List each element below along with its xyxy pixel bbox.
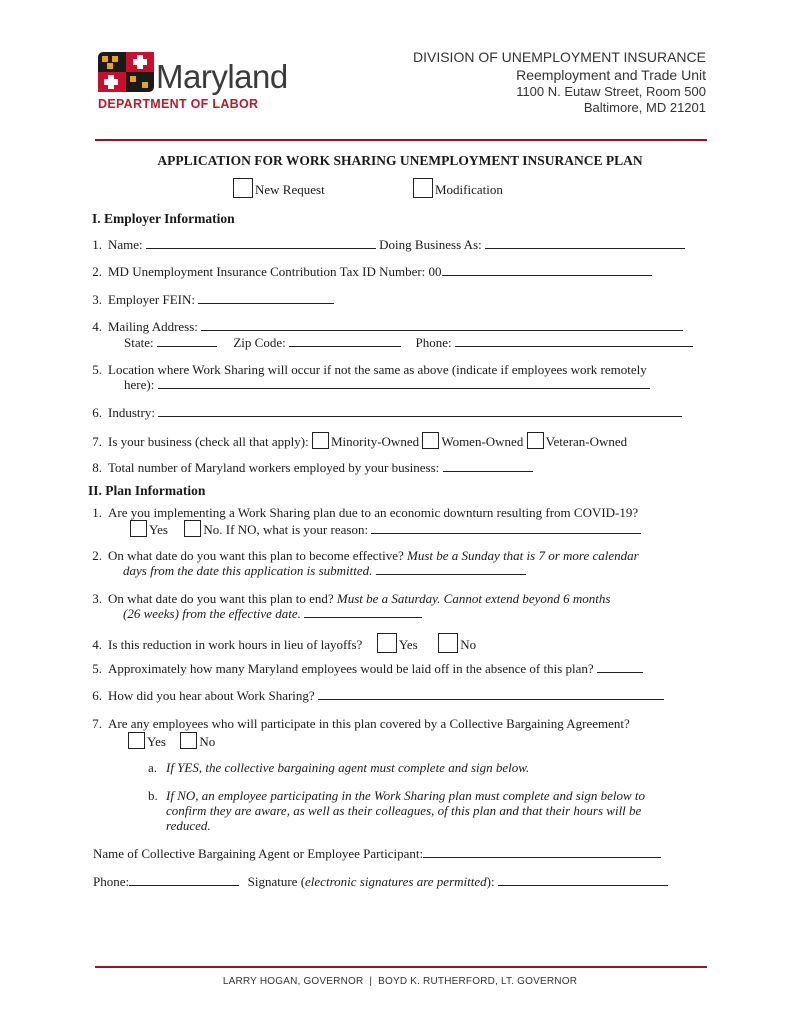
tax-id-field[interactable] [442,264,652,276]
zip-label: Zip Code: [233,335,286,350]
effective-note-2: days from the date this application is submitted. [123,563,373,578]
covid-yes-checkbox[interactable] [130,520,147,537]
end-date-field[interactable] [304,606,422,618]
address-line-1: DIVISION OF UNEMPLOYMENT INSURANCE [412,49,706,65]
layoffs-no-checkbox[interactable] [438,633,458,653]
location-field[interactable] [158,377,650,389]
laid-off-question: Approximately how many Maryland employees would be laid off in the absence of this plan? [108,661,594,676]
signature-phone-field[interactable] [129,874,239,886]
veteran-owned-checkbox[interactable] [527,432,544,449]
covid-reason-field[interactable] [371,522,641,534]
footer-rule [95,966,707,968]
cba-sub-b [148,788,645,804]
logo-subtitle: DEPARTMENT OF LABOR [98,97,259,111]
cba-sub-b-text-1: If NO, an employee participating in the Work Sharing plan must complete and sign below to [166,788,646,803]
modification-row [413,178,503,198]
effective-date-row-2 [123,563,526,579]
laid-off-field[interactable] [597,661,643,673]
cba-no-label: No [199,734,216,749]
phone-field[interactable] [455,335,693,347]
agent-name-label: Name of Collective Bargaining Agent or Employee Participant: [93,846,424,861]
cba-sub-b-3 [166,818,211,834]
covid-row: 1. Are you implementing a Work Sharing plan due to an economic downturn resulting from COVID-19? [92,505,639,520]
location-label: Location where Work Sharing will occur if not the same as above (indicate if employees work remotely [108,362,647,377]
cba-answer-row [128,732,215,750]
cba-sub-b-label: b. [148,788,158,803]
phone-label: Phone: [415,335,452,350]
heard-question: How did you hear about Work Sharing? [108,688,315,703]
dba-field[interactable] [485,237,685,249]
section-employer-heading: I. Employer Information [92,211,235,226]
women-owned-label: Women-Owned [441,434,524,449]
cba-question: Are any employees who will participate in this plan covered by a Collective Bargaining Agreement? [108,716,630,731]
phone-signature-row [93,874,668,890]
cba-sub-a-label: a. [148,760,158,775]
industry-row: 6. Industry: [78,405,682,421]
location-row-2 [124,377,650,393]
agent-name-row [93,846,661,862]
effective-date-field[interactable] [376,563,526,575]
cba-sub-b-text-2: confirm they are aware, as well as their colleagues, of this plan and that their hours will be [166,803,642,818]
modification-checkbox[interactable] [413,178,433,198]
covid-no-label: No. If NO, what is your reason: [203,522,369,537]
minority-owned-label: Minority-Owned [330,434,420,449]
employer-name-row: 1. Name: Doing Business As: [78,237,685,253]
cba-sub-b-text-3: reduced. [166,818,211,833]
covid-question: Are you implementing a Work Sharing plan due to an economic downturn resulting from COVID-19? [108,505,639,520]
industry-label: Industry: [108,405,155,420]
covid-yes-label: Yes [149,522,168,537]
state-field[interactable] [157,335,217,347]
heard-row: 6. How did you hear about Work Sharing? [78,688,664,704]
name-field[interactable] [146,237,376,249]
request-type-row [233,178,325,198]
business-type-label: Is your business (check all that apply): [108,434,309,449]
zip-field[interactable] [289,335,401,347]
address-line-3: 1100 N. Eutaw Street, Room 500 [516,84,706,99]
tax-id-row: 2. MD Unemployment Insurance Contribution Tax ID Number: 00 [78,264,652,280]
dba-label: Doing Business As: [379,237,482,252]
cba-sub-b-2 [166,803,641,819]
cba-sub-a-text: If YES, the collective bargaining agent must complete and sign below. [166,760,530,775]
mailing-address-row: 4. Mailing Address: [78,319,683,335]
heard-field[interactable] [318,688,664,700]
logo-name: Maryland [156,58,288,95]
minority-owned-checkbox[interactable] [312,432,329,449]
layoffs-yes-label: Yes [398,637,418,652]
layoffs-row: 4. Is this reduction in work hours in lieu of layoffs? Yes No [78,633,476,653]
cba-row: 7. Are any employees who will participate in this plan covered by a Collective Bargaining Agreement? [92,716,630,731]
end-note-2: (26 weeks) from the effective date. [123,606,301,621]
covid-no-checkbox[interactable] [184,520,201,537]
signature-note: electronic signatures are permitted [305,874,487,889]
industry-field[interactable] [158,405,682,417]
maryland-flag-logo-icon [98,52,154,92]
footer-officials: LARRY HOGAN, GOVERNOR | BOYD K. RUTHERFORD, LT. GOVERNOR [222,976,578,987]
location-row: 5. Location where Work Sharing will occur if not the same as above (indicate if employees work remotely [92,362,647,377]
signature-field[interactable] [498,874,668,886]
form-title: APPLICATION FOR WORK SHARING UNEMPLOYMENT INSURANCE PLAN [157,153,643,168]
signature-label: Signature ( [247,874,306,889]
effective-note-1: Must be a Sunday that is 7 or more calendar [407,548,639,563]
address-line-2: Reemployment and Trade Unit [516,67,706,83]
fein-field[interactable] [198,292,334,304]
fein-row: 3. Employer FEIN: [78,292,334,308]
state-label: State: [124,335,154,350]
layoffs-yes-checkbox[interactable] [377,633,397,653]
new-request-label: New Request [255,182,325,197]
women-owned-checkbox[interactable] [422,432,439,449]
veteran-owned-label: Veteran-Owned [545,434,628,449]
effective-date-row: 2. On what date do you want this plan to become effective? Must be a Sunday that is 7 or more calendar [92,548,639,563]
header-rule [95,139,707,141]
workers-label: Total number of Maryland workers employed by your business: [108,460,440,475]
end-question: On what date do you want this plan to end? [108,591,334,606]
cba-yes-checkbox[interactable] [128,732,145,749]
workers-field[interactable] [443,460,533,472]
state-zip-phone-row [124,335,693,351]
address-line-4: Baltimore, MD 21201 [583,100,706,115]
effective-question: On what date do you want this plan to become effective? [108,548,404,563]
cba-yes-label: Yes [147,734,166,749]
mailing-address-field[interactable] [201,319,683,331]
covid-answer-row [130,520,641,538]
cba-no-checkbox[interactable] [180,732,197,749]
layoffs-question: Is this reduction in work hours in lieu of layoffs? [108,637,363,652]
tax-id-label: MD Unemployment Insurance Contribution Tax ID Number: 00 [108,264,442,279]
workers-row: 8. Total number of Maryland workers employed by your business: [78,460,533,476]
layoffs-no-label: No [460,637,477,652]
name-label: Name: [108,237,143,252]
end-note-1: Must be a Saturday. Cannot extend beyond 6 months [336,591,611,606]
agent-name-field[interactable] [423,846,661,858]
new-request-checkbox[interactable] [233,178,253,198]
laid-off-row: 5. Approximately how many Maryland employees would be laid off in the absence of this plan? [78,661,643,677]
section-plan-heading: II. Plan Information [88,483,206,498]
signature-phone-label: Phone: [93,874,130,889]
business-type-row: 7. Is your business (check all that apply): Minority-Owned Women-Owned Veteran-Owned [92,434,628,449]
fein-label: Employer FEIN: [108,292,196,307]
cba-sub-a [148,760,529,776]
location-here-label: here): [124,377,155,392]
end-date-row: 3. On what date do you want this plan to end? Must be a Saturday. Cannot extend beyond 6 months [92,591,611,606]
signature-label-end: ): [486,874,495,889]
end-date-row-2 [123,606,422,622]
mailing-address-label: Mailing Address: [108,319,198,334]
modification-label: Modification [435,182,503,197]
